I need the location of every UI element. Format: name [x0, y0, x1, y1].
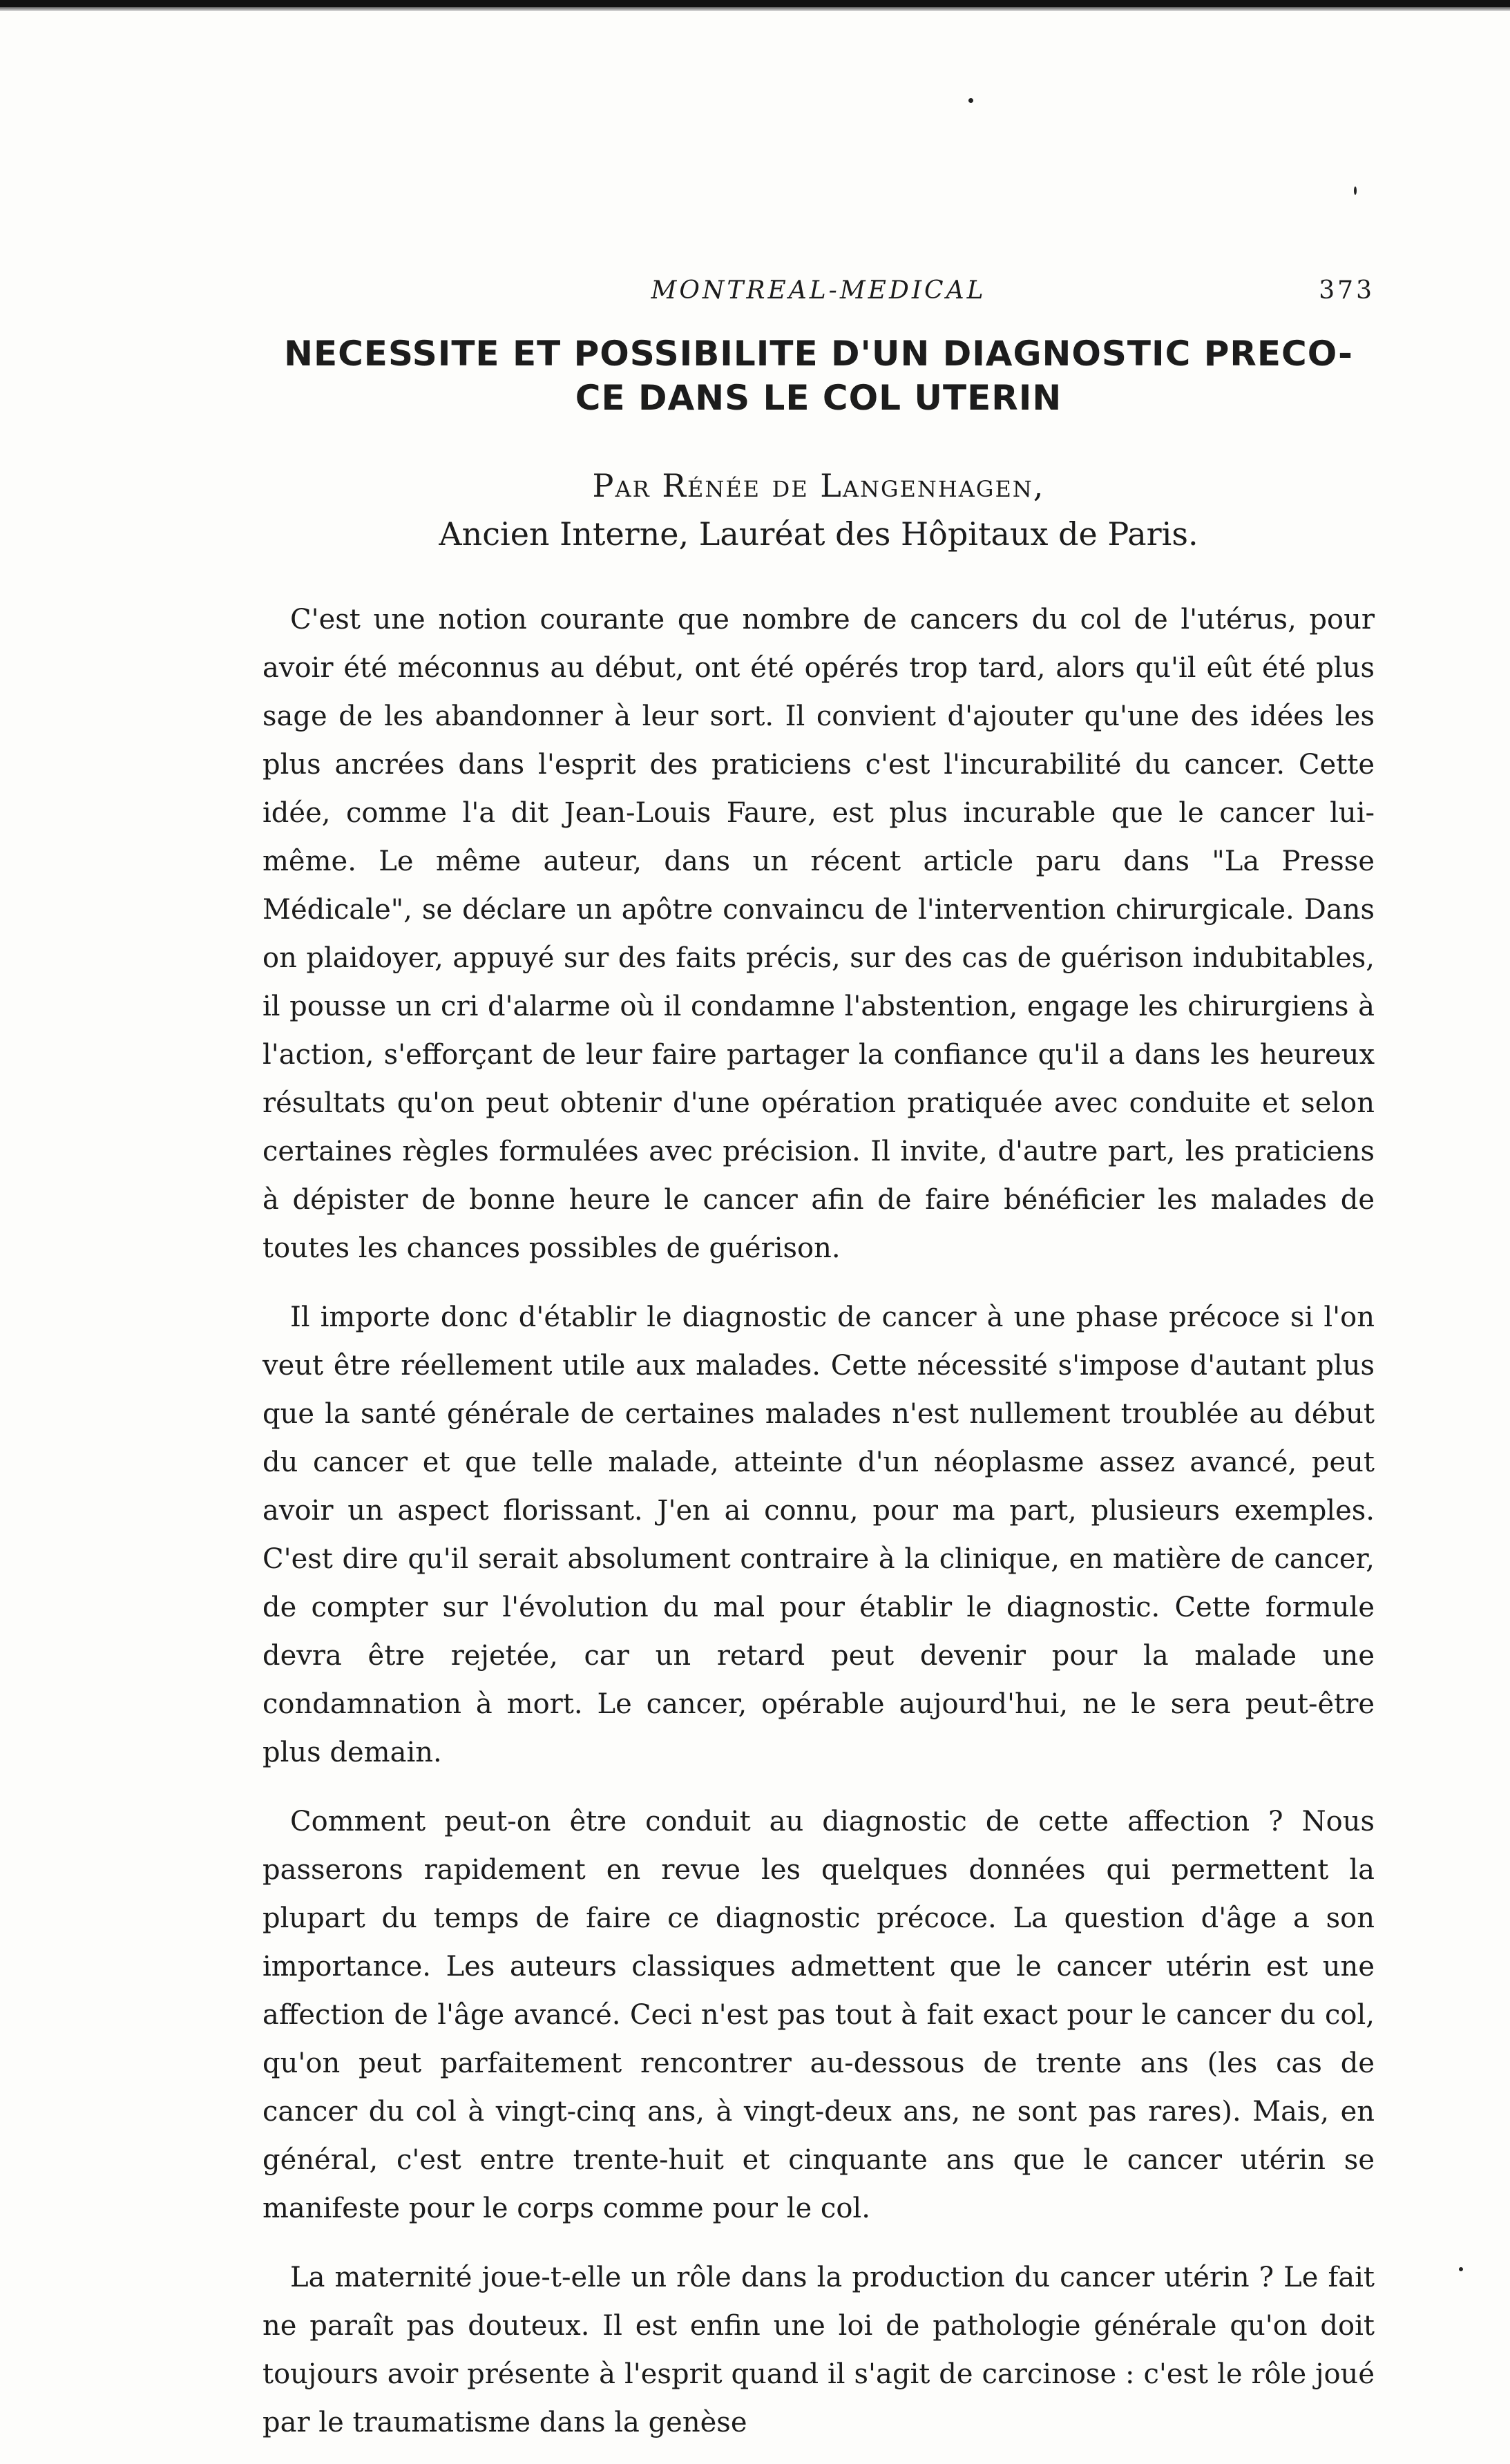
- document-page: [262, 276, 1375, 2447]
- article-title: NECESSITE ET POSSIBILITE D'UN DIAGNOSTIC PRECO-CE DANS LE COL UTERIN: [284, 334, 1353, 418]
- author-affiliation: Ancien Interne, Lauréat des Hôpitaux de Paris.: [439, 515, 1198, 553]
- scan-top-border: [0, 0, 1510, 7]
- scan-speck: [1459, 2267, 1463, 2271]
- running-header: [262, 276, 1375, 332]
- journal-name: MONTREAL-MEDICAL: [651, 276, 986, 305]
- author-name: Par Rénée de Langenhagen,: [592, 467, 1045, 504]
- paragraph: C'est une notion courante que nombre de cancers du col de l'utérus, pour avoir été méconnus au début, ont été opérés trop tard, alors qu'il eût été plus sage de les abandonner à leur sort. Il convient d'ajouter qu'une des idées les plus ancrées dans l'esprit des praticiens c'est l'incurabilité du cancer. Cette idée, comme l'a dit Jean-Louis Faure, est plus incurable que le cancer lui-même. Le même auteur, dans un récent article paru dans "La Presse Médicale", se déclare un apôtre convaincu de l'intervention chirurgicale. Dans on plaidoyer, appuyé sur des faits précis, sur des cas de guérison indubitables, il pousse un cri d'alarme où il condamne l'abstention, engage les chirurgiens à l'action, s'efforçant de leur faire partager la confiance qu'il a dans les heureux résultats qu'on peut obtenir d'une opération pratiquée avec conduite et selon certaines règles formulées avec précision. Il invite, d'autre part, les praticiens à dépister de bonne heure le cancer afin de faire bénéficier les malades de toutes les chances possibles de guérison.: [262, 604, 1375, 1264]
- paragraph: Il importe donc d'établir le diagnostic de cancer à une phase précoce si l'on veut être réellement utile aux malades. Cette nécessité s'impose d'autant plus que la santé générale de certaines malades n'est nullement troublée au début du cancer et que telle malade, atteinte d'un néoplasme assez avancé, peut avoir un aspect florissant. J'en ai connu, pour ma part, plusieurs exemples. C'est dire qu'il serait absolument contraire à la clinique, en matière de cancer, de compter sur l'évolution du mal pour établir le diagnostic. Cette formule devra être rejetée, car un retard peut devenir pour la malade une condamnation à mort. Le cancer, opérable aujourd'hui, ne le sera peut-être plus demain.: [262, 1301, 1375, 1768]
- scan-speck: [968, 98, 973, 103]
- article-body: [262, 595, 1375, 2447]
- page-number: 373: [1319, 276, 1375, 305]
- paragraph: Comment peut-on être conduit au diagnostic de cette affection ? Nous passerons rapidement en revue les quelques données qui permettent la plupart du temps de faire ce diagnostic précoce. La question d'âge a son importance. Les auteurs classiques admettent que le cancer utérin est une affection de l'âge avancé. Ceci n'est pas tout à fait exact pour le cancer du col, qu'on peut parfaitement rencontrer au-dessous de trente ans (les cas de cancer du col à vingt-cinq ans, à vingt-deux ans, ne sont pas rares). Mais, en général, c'est entre trente-huit et cinquante ans que le cancer utérin se manifeste pour le corps comme pour le col.: [262, 1806, 1375, 2224]
- paragraph: La maternité joue-t-elle un rôle dans la production du cancer utérin ? Le fait ne paraît pas douteux. Il est enfin une loi de pathologie générale qu'on doit toujours avoir présente à l'esprit quand il s'agit de carcinose : c'est le rôle joué par le traumatisme dans la genèse: [262, 2262, 1375, 2438]
- author-byline: [262, 461, 1375, 510]
- scan-speck: [1354, 187, 1357, 195]
- scan-top-shadow: [0, 7, 1510, 11]
